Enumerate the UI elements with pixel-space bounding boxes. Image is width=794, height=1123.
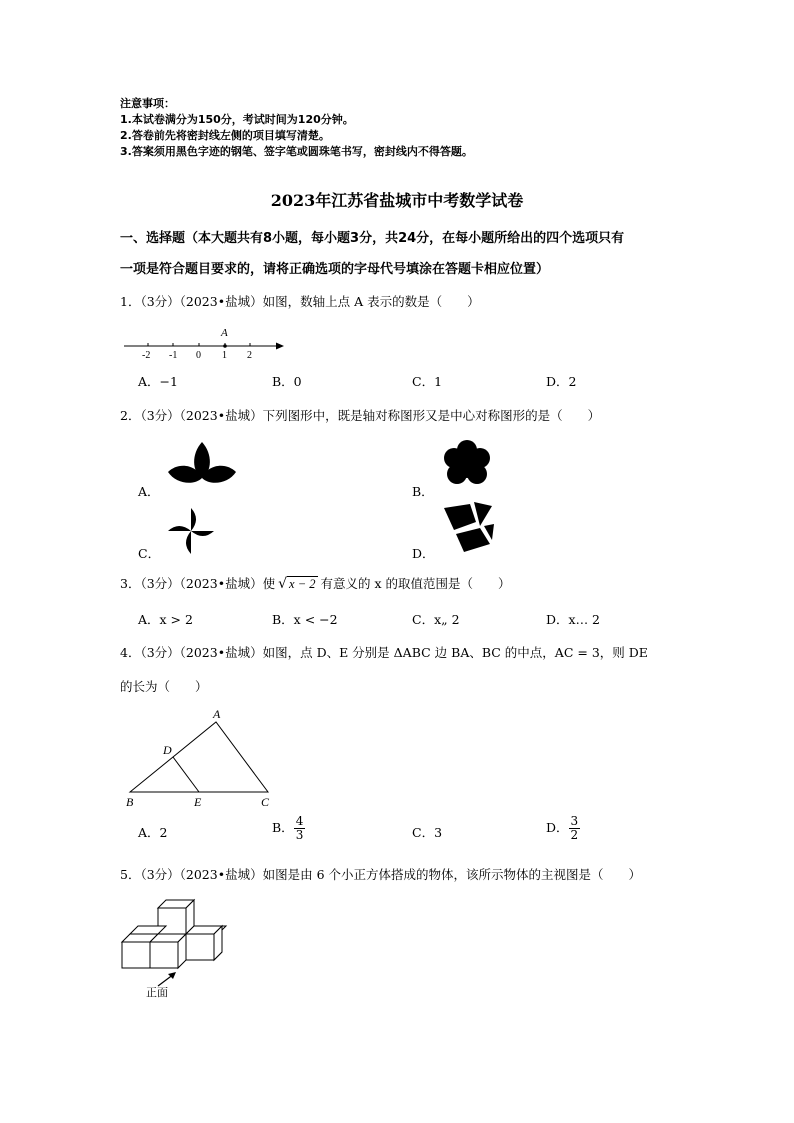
q4-option-b[interactable] [272, 815, 305, 842]
q2-option-c[interactable]: C． [138, 546, 161, 561]
q4-option-b-numerator: 4 [295, 814, 304, 828]
q4-option-d[interactable] [546, 815, 580, 842]
q3-option-a[interactable]: A．x > 2 [138, 612, 193, 627]
vertex-c-label: C [261, 795, 270, 809]
tick-label-m2: -2 [142, 350, 151, 361]
exam-title: 2023年江苏省盐城市中考数学试卷 [270, 191, 524, 210]
tick-label-1: 1 [222, 350, 227, 361]
vertex-a-label: A [213, 707, 221, 721]
q2-figure-d-tangram [440, 500, 496, 556]
q4-stem-line1: 4．（3分）（2023•盐城）如图，点 D、E 分别是 ΔABC 边 BA、BC 的中点，AC = 3，则 DE [120, 645, 648, 660]
triangle-abc [130, 722, 268, 792]
section-header-line2: 一项是符合题目要求的，请将正确选项的字母代号填涂在答题卡相应位置） [120, 262, 550, 277]
q2-figure-b-flower [440, 438, 494, 490]
point-a-dot [223, 344, 227, 348]
q4-option-d-fraction [569, 815, 581, 842]
q3-stem-after: 有意义的 x 的取值范围是（ ） [320, 576, 511, 591]
number-line-arrow [276, 343, 284, 350]
q4-option-b-fraction [294, 815, 306, 842]
q4-option-c[interactable]: C．3 [412, 825, 443, 840]
segment-de [173, 757, 199, 792]
section-header-line1: 一、选择题（本大题共有8小题，每小题3分，共24分，在每小题所给出的四个选项只有 [120, 231, 625, 246]
q4-option-b-denominator: 3 [295, 828, 304, 842]
q4-stem-line2: 的长为（ ） [120, 679, 208, 694]
notice-block [120, 96, 473, 160]
q2-option-a[interactable]: A． [138, 484, 160, 499]
point-a-label: A [221, 327, 228, 339]
q1-number-line [120, 322, 290, 362]
notice-heading: 注意事项： [120, 97, 175, 110]
tick-label-0: 0 [196, 350, 201, 361]
q4-option-d-numerator: 3 [570, 814, 579, 828]
q5-cubes-figure [118, 890, 234, 1002]
q5-stem: 5．（3分）（2023•盐城）如图是由 6 个小正方体搭成的物体，该所示物体的主视图是（ ） [120, 867, 641, 882]
sqrt-sign-icon: √ [278, 576, 288, 592]
q3-sqrt-expression [278, 576, 317, 592]
notice-item-2: 2.答卷前先将密封线左侧的项目填写清楚。 [120, 129, 330, 142]
front-view-label: 正面 [146, 987, 168, 999]
q4-triangle-figure [120, 706, 290, 810]
q2-stem: 2．（3分）（2023•盐城）下列图形中，既是轴对称图形又是中心对称图形的是（ ） [120, 408, 601, 423]
point-d-label: D [163, 743, 172, 757]
notice-item-1: 1.本试卷满分为150分，考试时间为120分钟。 [120, 113, 354, 126]
notice-item-3: 3.答案须用黑色字迹的钢笔、签字笔或圆珠笔书写，密封线内不得答题。 [120, 145, 473, 158]
tick-label-2: 2 [247, 350, 252, 361]
q4-option-a[interactable]: A．2 [138, 825, 168, 840]
q3-stem-before: 3．（3分）（2023•盐城）使 [120, 576, 276, 591]
point-e-label: E [194, 795, 202, 809]
q3-option-c[interactable]: C．x„ 2 [412, 612, 460, 627]
q4-option-d-prefix: D． [546, 820, 569, 835]
q3-radicand: x − 2 [289, 577, 316, 591]
q4-option-b-prefix: B． [272, 820, 294, 835]
q1-option-d[interactable]: D．2 [546, 374, 577, 389]
q3-stem [120, 574, 511, 592]
vertex-b-label: B [126, 795, 134, 809]
q3-option-d[interactable]: D．x… 2 [546, 612, 600, 627]
q1-option-c[interactable]: C．1 [412, 374, 443, 389]
q1-stem: 1．（3分）（2023•盐城）如图，数轴上点 A 表示的数是（ ） [120, 294, 480, 309]
q2-figure-a-three-leaves [162, 438, 242, 494]
q3-option-b[interactable]: B．x < −2 [272, 612, 338, 627]
q4-option-d-denominator: 2 [570, 828, 579, 842]
q2-option-d[interactable]: D． [412, 546, 435, 561]
q1-option-b[interactable]: B．0 [272, 374, 302, 389]
q2-figure-c-pinwheel [164, 506, 218, 556]
q1-option-a[interactable]: A．−1 [138, 374, 178, 389]
q2-option-b[interactable]: B． [412, 484, 434, 499]
tick-label-m1: -1 [169, 350, 178, 361]
